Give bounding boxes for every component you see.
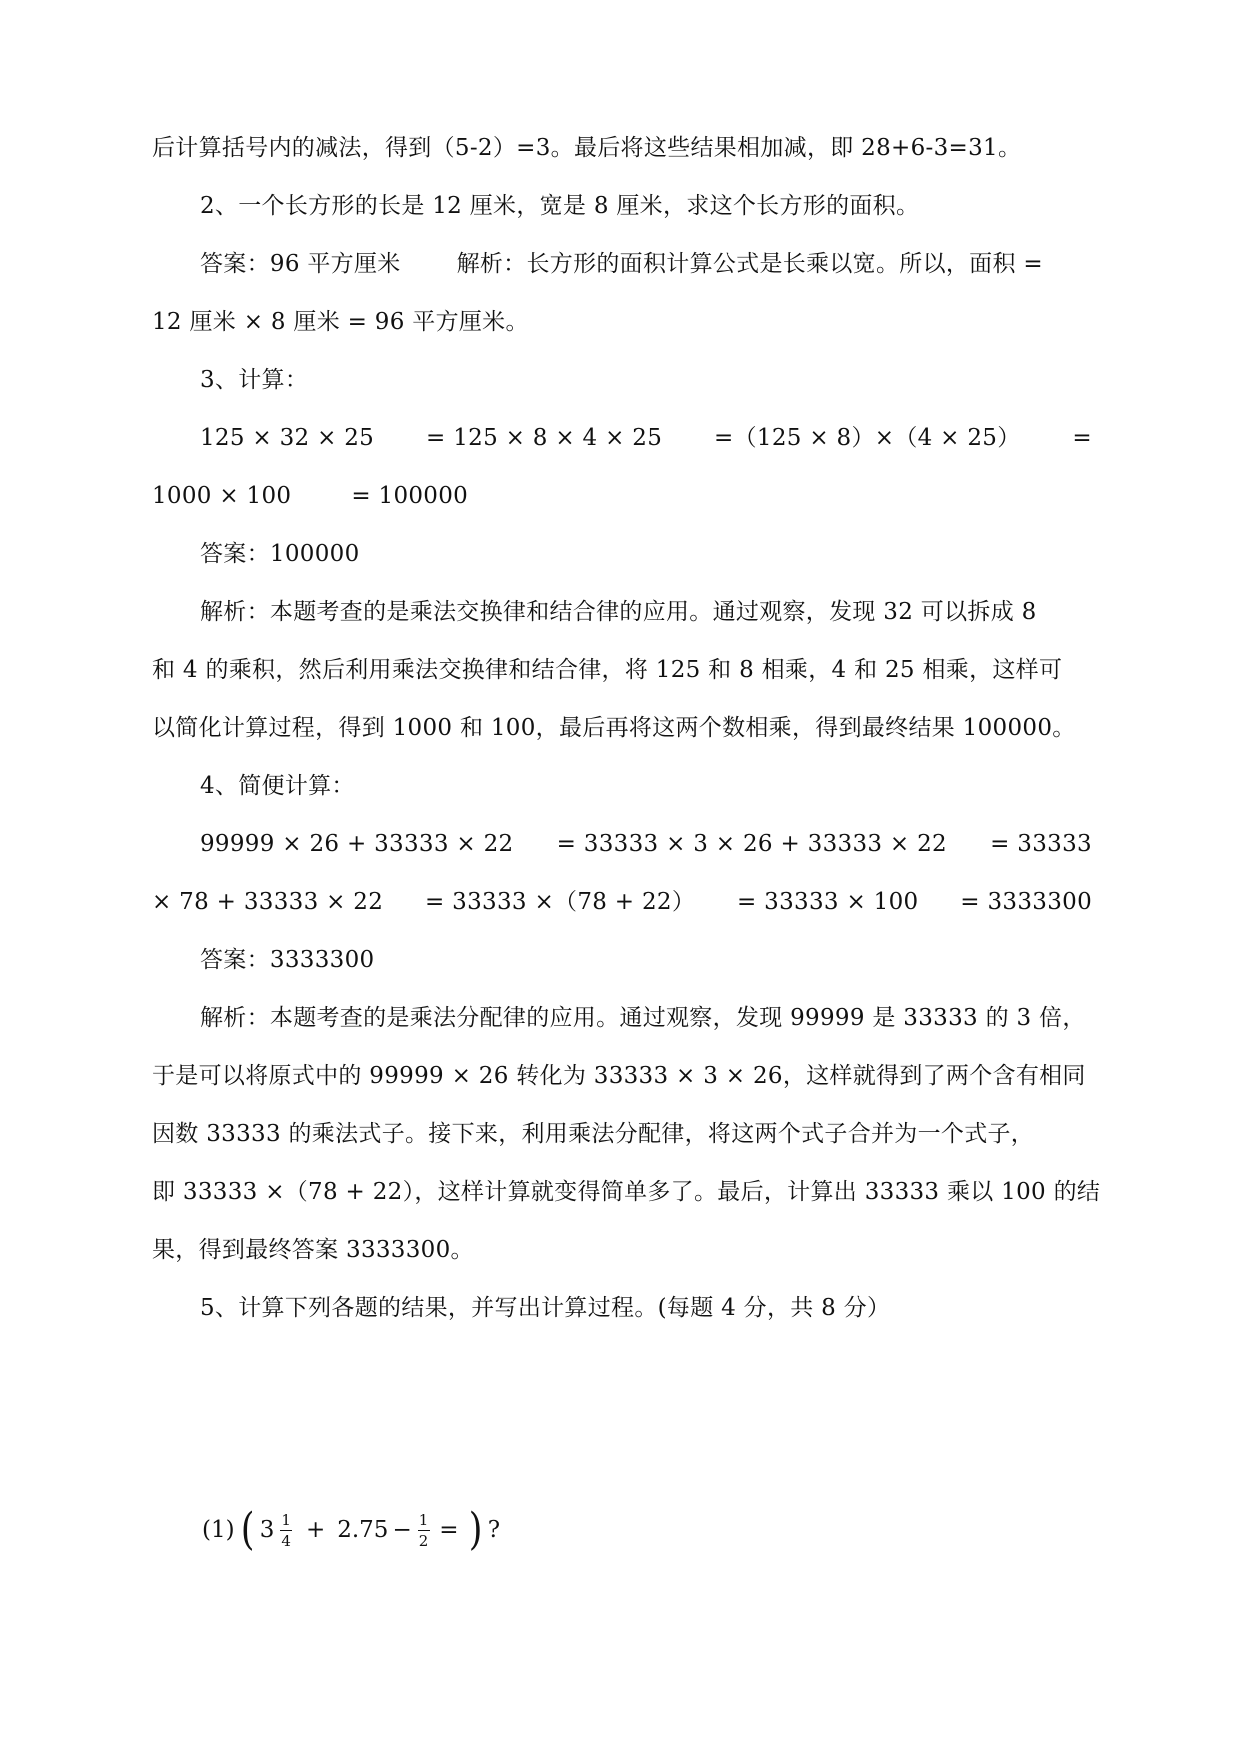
question-mark: ?: [487, 1517, 501, 1543]
question-4: 4、简便计算：: [200, 773, 355, 799]
formula-label: (1): [202, 1517, 235, 1543]
fraction-one-quarter: [279, 1512, 293, 1549]
calc-3-line-1: [200, 422, 1092, 454]
calc-step: =: [1072, 425, 1092, 451]
calc-step: × 78 + 33333 × 22: [152, 889, 384, 915]
numerator: 1: [418, 1510, 429, 1529]
whole-number: 3: [259, 1517, 275, 1543]
question-2: 2、一个长方形的长是 12 厘米，宽是 8 厘米，求这个长方形的面积。: [200, 193, 920, 219]
calc-step: 99999 × 26 + 33333 × 22: [200, 831, 514, 857]
numerator: 1: [281, 1510, 291, 1529]
analysis-4-line: 果，得到最终答案 3333300。: [152, 1237, 474, 1263]
answer-2: 答案：96 平方厘米: [200, 251, 401, 277]
analysis-4-line: 因数 33333 的乘法式子。接下来，利用乘法分配律，将这两个式子合并为一个式子，: [152, 1121, 1035, 1147]
calc-3-line-2: [152, 480, 1092, 512]
analysis-4-line: 即 33333 ×（78 + 22），这样计算就变得简单多了。最后，计算出 33333 乘以 100 的结: [152, 1179, 1101, 1205]
fraction-bar: [280, 1530, 292, 1531]
plus-sign: +: [305, 1517, 326, 1543]
denominator: 2: [418, 1531, 429, 1550]
calc-4-line-2: [152, 886, 1092, 918]
minus-sign: −: [392, 1517, 412, 1543]
question-3: 3、计算：: [200, 367, 309, 393]
analysis-4-line: 于是可以将原式中的 99999 × 26 转化为 33333 × 3 × 26，这样就得到了两个含有相同: [152, 1063, 1086, 1089]
calc-step: = 33333: [990, 831, 1092, 857]
calc-step: = 125 × 8 × 4 × 25: [426, 425, 663, 451]
calc-step: 125 × 32 × 25: [200, 425, 375, 451]
calc-4-line-1: [200, 828, 1092, 860]
close-paren: ): [468, 1504, 483, 1555]
question-5: 5、计算下列各题的结果，并写出计算过程。(每题 4 分，共 8 分）: [200, 1295, 891, 1321]
analysis-3-line: 和 4 的乘积，然后利用乘法交换律和结合律，将 125 和 8 相乘，4 和 25 相乘，这样可: [152, 657, 1063, 683]
equals-sign: =: [439, 1517, 459, 1543]
answer-3: 答案：100000: [200, 541, 360, 567]
text-line: 后计算括号内的减法，得到（5-2）=3。最后将这些结果相加减，即 28+6-3=31。: [152, 135, 1022, 161]
analysis-3-line: 解析：本题考查的是乘法交换律和结合律的应用。通过观察，发现 32 可以拆成 8: [200, 599, 1037, 625]
fraction-one-half: [417, 1512, 431, 1549]
open-paren: (: [240, 1504, 255, 1555]
answer-2-line: [200, 248, 1092, 280]
decimal-number: 2.75: [337, 1517, 389, 1543]
fraction-formula: [200, 1500, 502, 1560]
analysis-2: 解析：长方形的面积计算公式是长乘以宽。所以，面积 =: [456, 251, 1043, 277]
fraction-bar: [418, 1530, 430, 1531]
analysis-3-line: 以简化计算过程，得到 1000 和 100，最后再将这两个数相乘，得到最终结果 100000。: [152, 715, 1076, 741]
calc-step: = 33333 × 3 × 26 + 33333 × 22: [556, 831, 947, 857]
denominator: 4: [281, 1531, 291, 1550]
calc-step: = 100000: [351, 483, 469, 509]
calc-step: 1000 × 100: [152, 483, 292, 509]
calc-step: = 33333 × 100: [737, 889, 919, 915]
answer-4: 答案：3333300: [200, 947, 375, 973]
analysis-4-line: 解析：本题考查的是乘法分配律的应用。通过观察，发现 99999 是 33333 的 3 倍，: [200, 1005, 1086, 1031]
calc-step: = 3333300: [960, 889, 1092, 915]
calc-step: =（125 × 8）×（4 × 25）: [714, 425, 1021, 451]
text-line: 12 厘米 × 8 厘米 = 96 平方厘米。: [152, 309, 529, 335]
calc-step: = 33333 ×（78 + 22）: [425, 889, 696, 915]
